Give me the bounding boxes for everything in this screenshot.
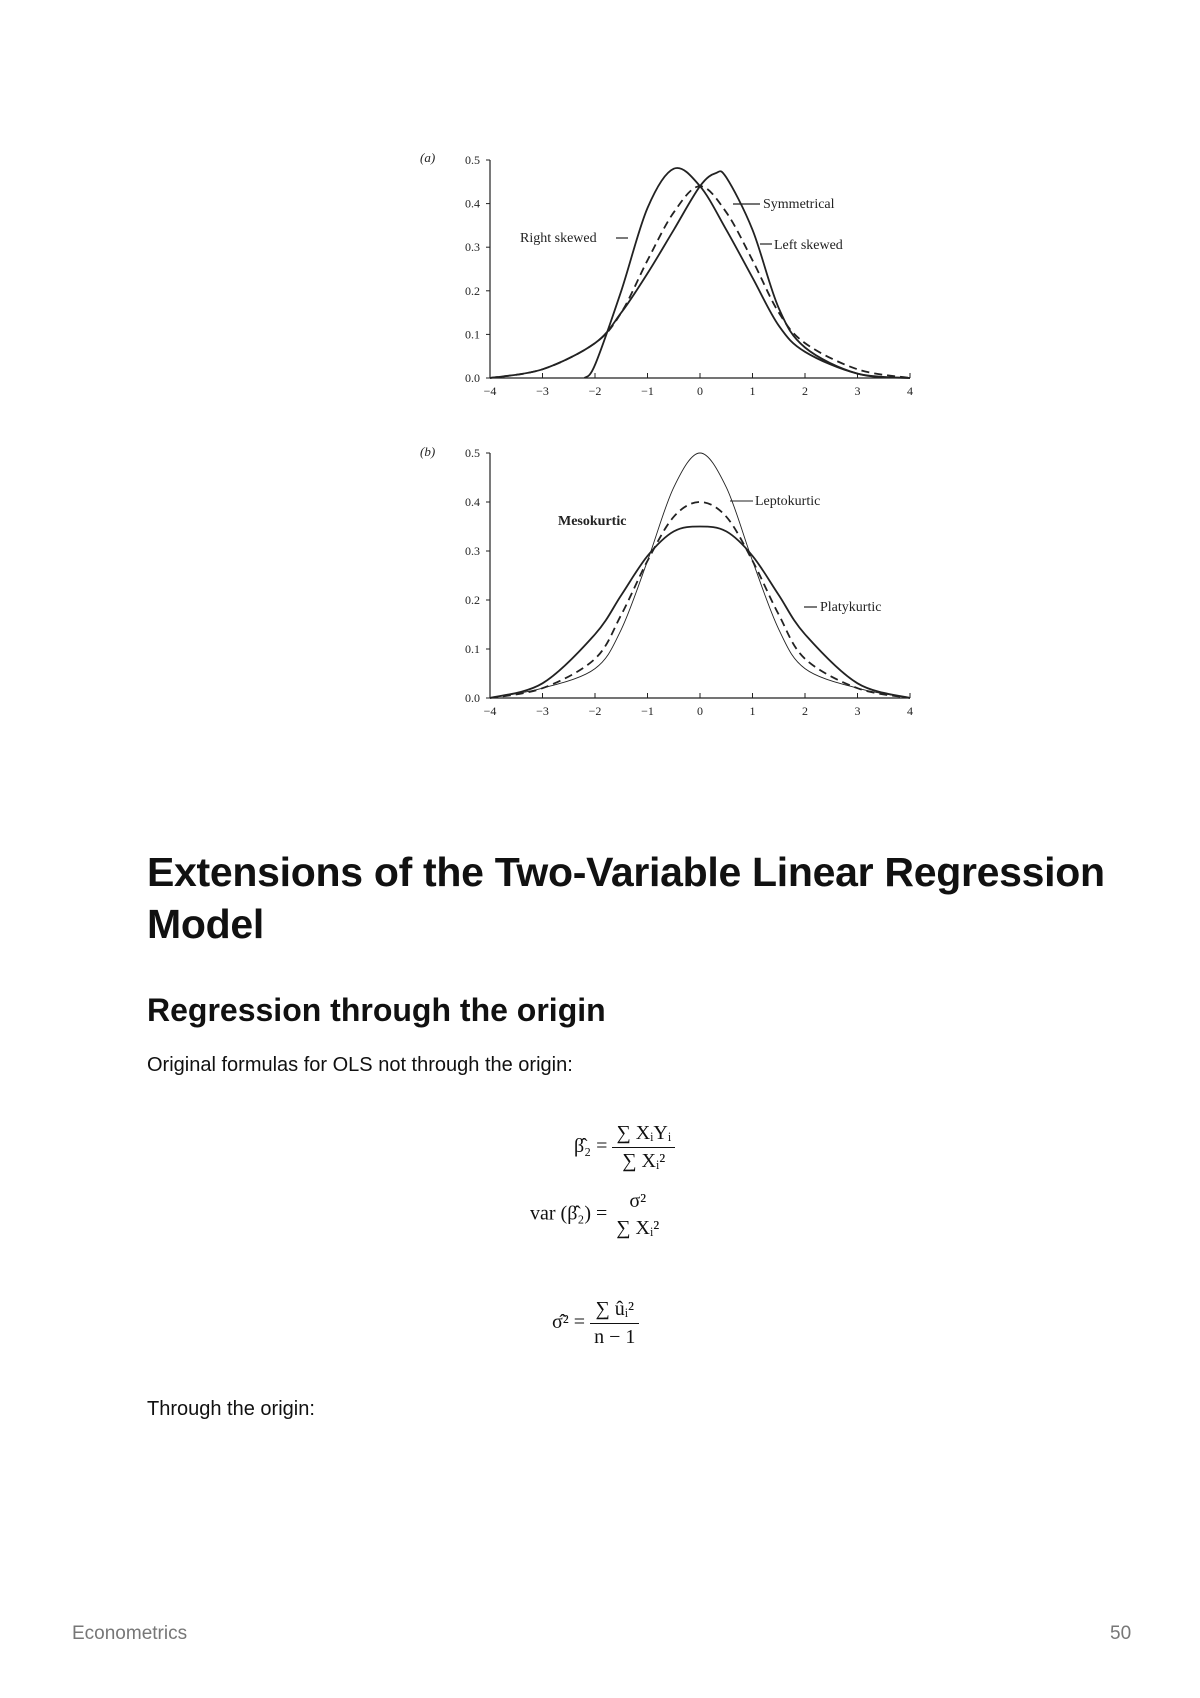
panel-b-x-tick-label: 1 — [749, 704, 756, 718]
distribution-figure — [410, 140, 930, 740]
section-heading: Extensions of the Two-Variable Linear Regression Model — [147, 849, 1105, 947]
panel-b-x-tick-label: 2 — [802, 704, 808, 718]
formula-variance-lhs: var (β̂₂) = — [530, 1202, 608, 1225]
panel-b-y-tick-label: 0.5 — [465, 446, 480, 460]
panel-a-y-tick-label: 0.0 — [465, 371, 480, 385]
panel-a-x-tick-label: −4 — [483, 384, 497, 398]
formula-sigma-fraction — [590, 1298, 639, 1349]
panel-a-label: (a) — [420, 150, 436, 165]
panel-a-chart — [465, 153, 913, 398]
panel-b-x-tick-label: −4 — [483, 704, 497, 718]
panel-a-y-tick-label: 0.4 — [465, 196, 480, 211]
through-origin-text: Through the origin: — [147, 1398, 315, 1420]
formula-beta-lhs: β̂₂ = — [574, 1135, 608, 1158]
formula-sigma-denominator: n − 1 — [594, 1326, 636, 1348]
formula-variance-numerator: σ² — [629, 1190, 647, 1212]
panel-b-y-tick-label: 0.2 — [465, 593, 480, 607]
panel-a-x-tick-label: −3 — [536, 384, 549, 398]
annotation-leptokurtic: Leptokurtic — [755, 494, 821, 509]
page-number: 50 — [1110, 1623, 1132, 1644]
panel-a-series-right-skewed — [585, 168, 911, 378]
panel-b-x-tick-label: 4 — [907, 704, 913, 718]
formula-beta — [574, 1122, 675, 1173]
panel-a-x-tick-label: 3 — [854, 384, 861, 398]
panel-b-y-tick-label: 0.3 — [465, 544, 480, 558]
panel-a-x-tick-label: 0 — [697, 384, 703, 398]
annotation-left-skewed: Left skewed — [774, 238, 843, 253]
panel-b-x-tick-label: −1 — [641, 704, 654, 718]
figure-svg — [410, 140, 930, 740]
panel-a-x-tick-label: 2 — [802, 384, 808, 398]
formula-sigma-lhs: σ̂² = — [552, 1311, 586, 1334]
panel-b-x-tick-label: −2 — [588, 704, 602, 718]
panel-b-y-tick-label: 0.4 — [465, 495, 480, 509]
panel-b-chart — [465, 446, 913, 718]
formula-beta-denominator: ∑ Xᵢ² — [622, 1150, 666, 1172]
panel-b-y-tick-label: 0.1 — [465, 642, 480, 656]
formula-beta-fraction — [612, 1122, 675, 1173]
formula-variance-fraction — [612, 1190, 663, 1240]
panel-a-y-tick-label: 0.3 — [465, 240, 480, 255]
panel-a-x-tick-label: 4 — [907, 384, 913, 398]
subsection-heading: Regression through the origin — [147, 992, 606, 1028]
panel-a-x-tick-label: −2 — [588, 384, 602, 398]
panel-a-series-left-skewed — [490, 171, 910, 378]
annotation-symmetrical: Symmetrical — [763, 197, 835, 212]
panel-a-x-tick-label: 1 — [749, 384, 756, 398]
formula-beta-numerator: ∑ XᵢYᵢ — [612, 1122, 675, 1148]
footer-title: Econometrics — [72, 1623, 188, 1644]
panel-b-x-tick-label: −3 — [536, 704, 549, 718]
annotation-right-skewed: Right skewed — [520, 231, 597, 246]
panel-a-x-tick-label: −1 — [641, 384, 654, 398]
formula-sigma — [552, 1298, 639, 1349]
annotation-mesokurtic: Mesokurtic — [558, 514, 627, 529]
intro-text: Original formulas for OLS not through the origin: — [147, 1054, 573, 1076]
formula-variance — [530, 1190, 663, 1240]
panel-b-x-tick-label: 3 — [854, 704, 861, 718]
panel-a-y-tick-label: 0.5 — [465, 153, 480, 167]
panel-a-y-tick-label: 0.1 — [465, 327, 480, 342]
panel-a-y-tick-label: 0.2 — [465, 283, 480, 298]
formula-sigma-numerator: ∑ ûᵢ² — [590, 1298, 639, 1324]
panel-b-x-tick-label: 0 — [697, 704, 703, 718]
annotation-platykurtic: Platykurtic — [820, 600, 882, 615]
panel-b-series-leptokurtic — [490, 453, 910, 698]
panel-b-y-tick-label: 0.0 — [465, 691, 480, 705]
panel-b-label: (b) — [420, 444, 436, 459]
panel-a-series-symmetrical — [490, 186, 910, 378]
formula-variance-denominator: ∑ Xᵢ² — [616, 1217, 660, 1239]
